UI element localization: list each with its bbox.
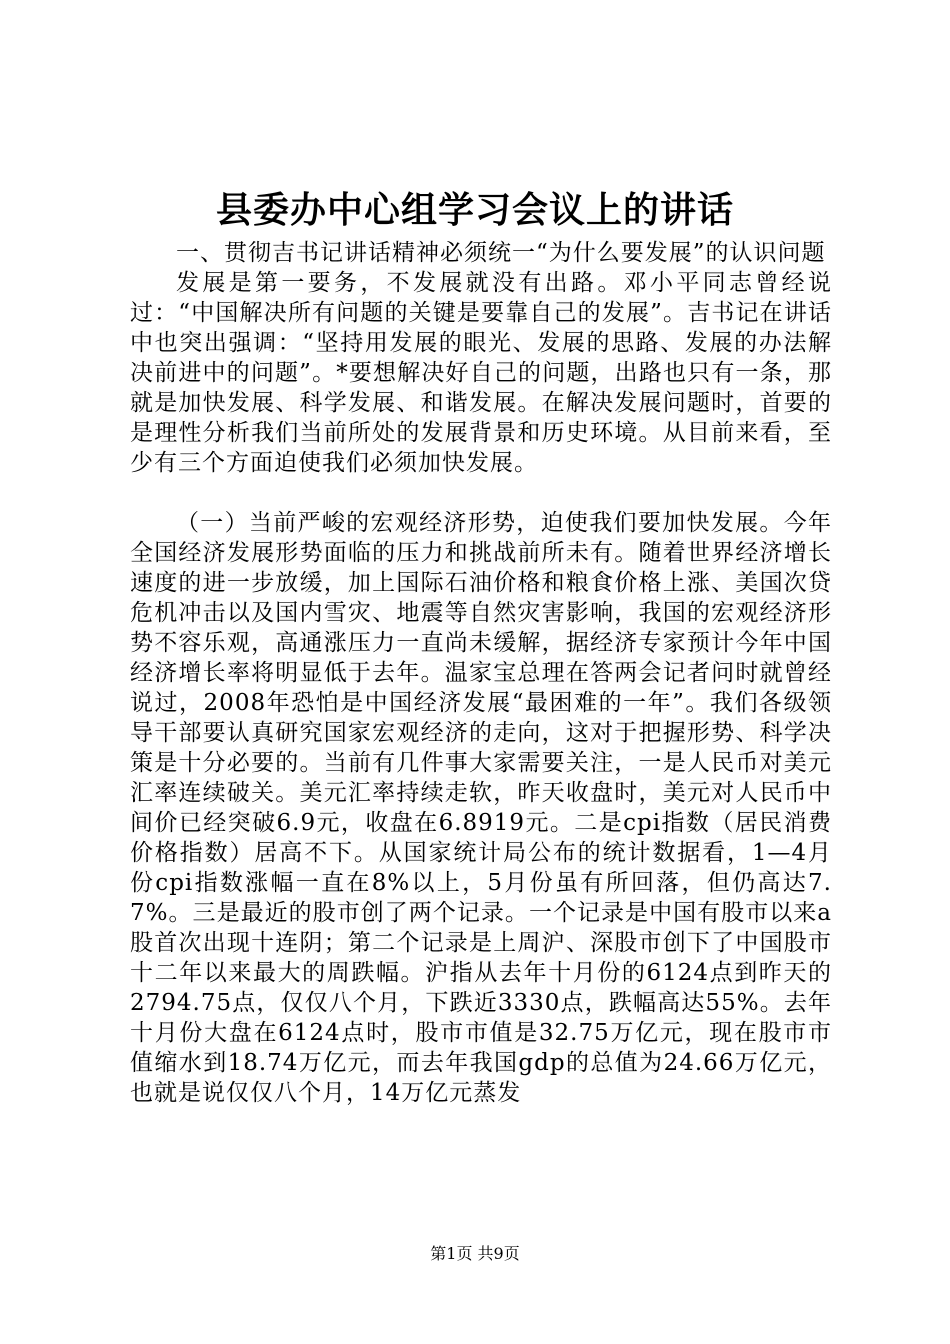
- paragraph-gap: [130, 478, 832, 508]
- body-paragraph: （一）当前严峻的宏观经济形势，迫使我们要加快发展。今年全国经济发展形势面临的压力和挑战前所未有。随着世界经济增长速度的进一步放缓，加上国际石油价格和粮食价格上涨、美国次贷危机冲击以及国内雪灾、地震等自然灾害影响，我国的宏观经济形势不容乐观，高通涨压力一直尚未缓解，据经济专家预计今年中国经济增长率将明显低于去年。温家宝总理在答两会记者问时就曾经说过，2008年恐怕是中国经济发展“最困难的一年”。我们各级领导干部要认真研究国家宏观经济的走向，这对于把握形势、科学决策是十分必要的。当前有几件事大家需要关注，一是人民币对美元汇率连续破关。美元汇率持续走软，昨天收盘时，美元对人民币中间价已经突破6.9元，收盘在6.8919元。二是cpi指数（居民消费价格指数）居高不下。从国家统计局公布的统计数据看，1—4月份cpi指数涨幅一直在8%以上，5月份虽有所回落，但仍高达7.7%。三是最近的股市创了两个记录。一个记录是中国有股市以来a股首次出现十连阴；第二个记录是上周沪、深股市创下了中国股市十二年以来最大的周跌幅。沪指从去年十月份的6124点到昨天的2794.75点，仅仅八个月，下跌近3330点，跌幅高达55%。去年十月份大盘在6124点时，股市市值是32.75万亿元，现在股市市值缩水到18.74万亿元，而去年我国gdp的总值为24.66万亿元，也就是说仅仅八个月，14万亿元蒸发: [130, 510, 832, 1106]
- document-title: 县委办中心组学习会议上的讲话: [215, 189, 734, 231]
- document-body: [130, 238, 832, 1108]
- section-heading: 一、贯彻吉书记讲话精神必须统一“为什么要发展”的认识问题: [176, 240, 826, 266]
- page-footer: 第1页 共9页: [430, 1244, 520, 1263]
- body-paragraph: 发展是第一要务，不发展就没有出路。邓小平同志曾经说过：“中国解决所有问题的关键是要靠自己的发展”。吉书记在讲话中也突出强调：“坚持用发展的眼光、发展的思路、发展的办法解决前进中的问题”。*要想解决好自己的问题，出路也只有一条，那就是加快发展、科学发展、和谐发展。在解决发展问题时，首要的是理性分析我们当前所处的发展背景和历史环境。从目前来看，至少有三个方面迫使我们必须加快发展。: [130, 270, 832, 476]
